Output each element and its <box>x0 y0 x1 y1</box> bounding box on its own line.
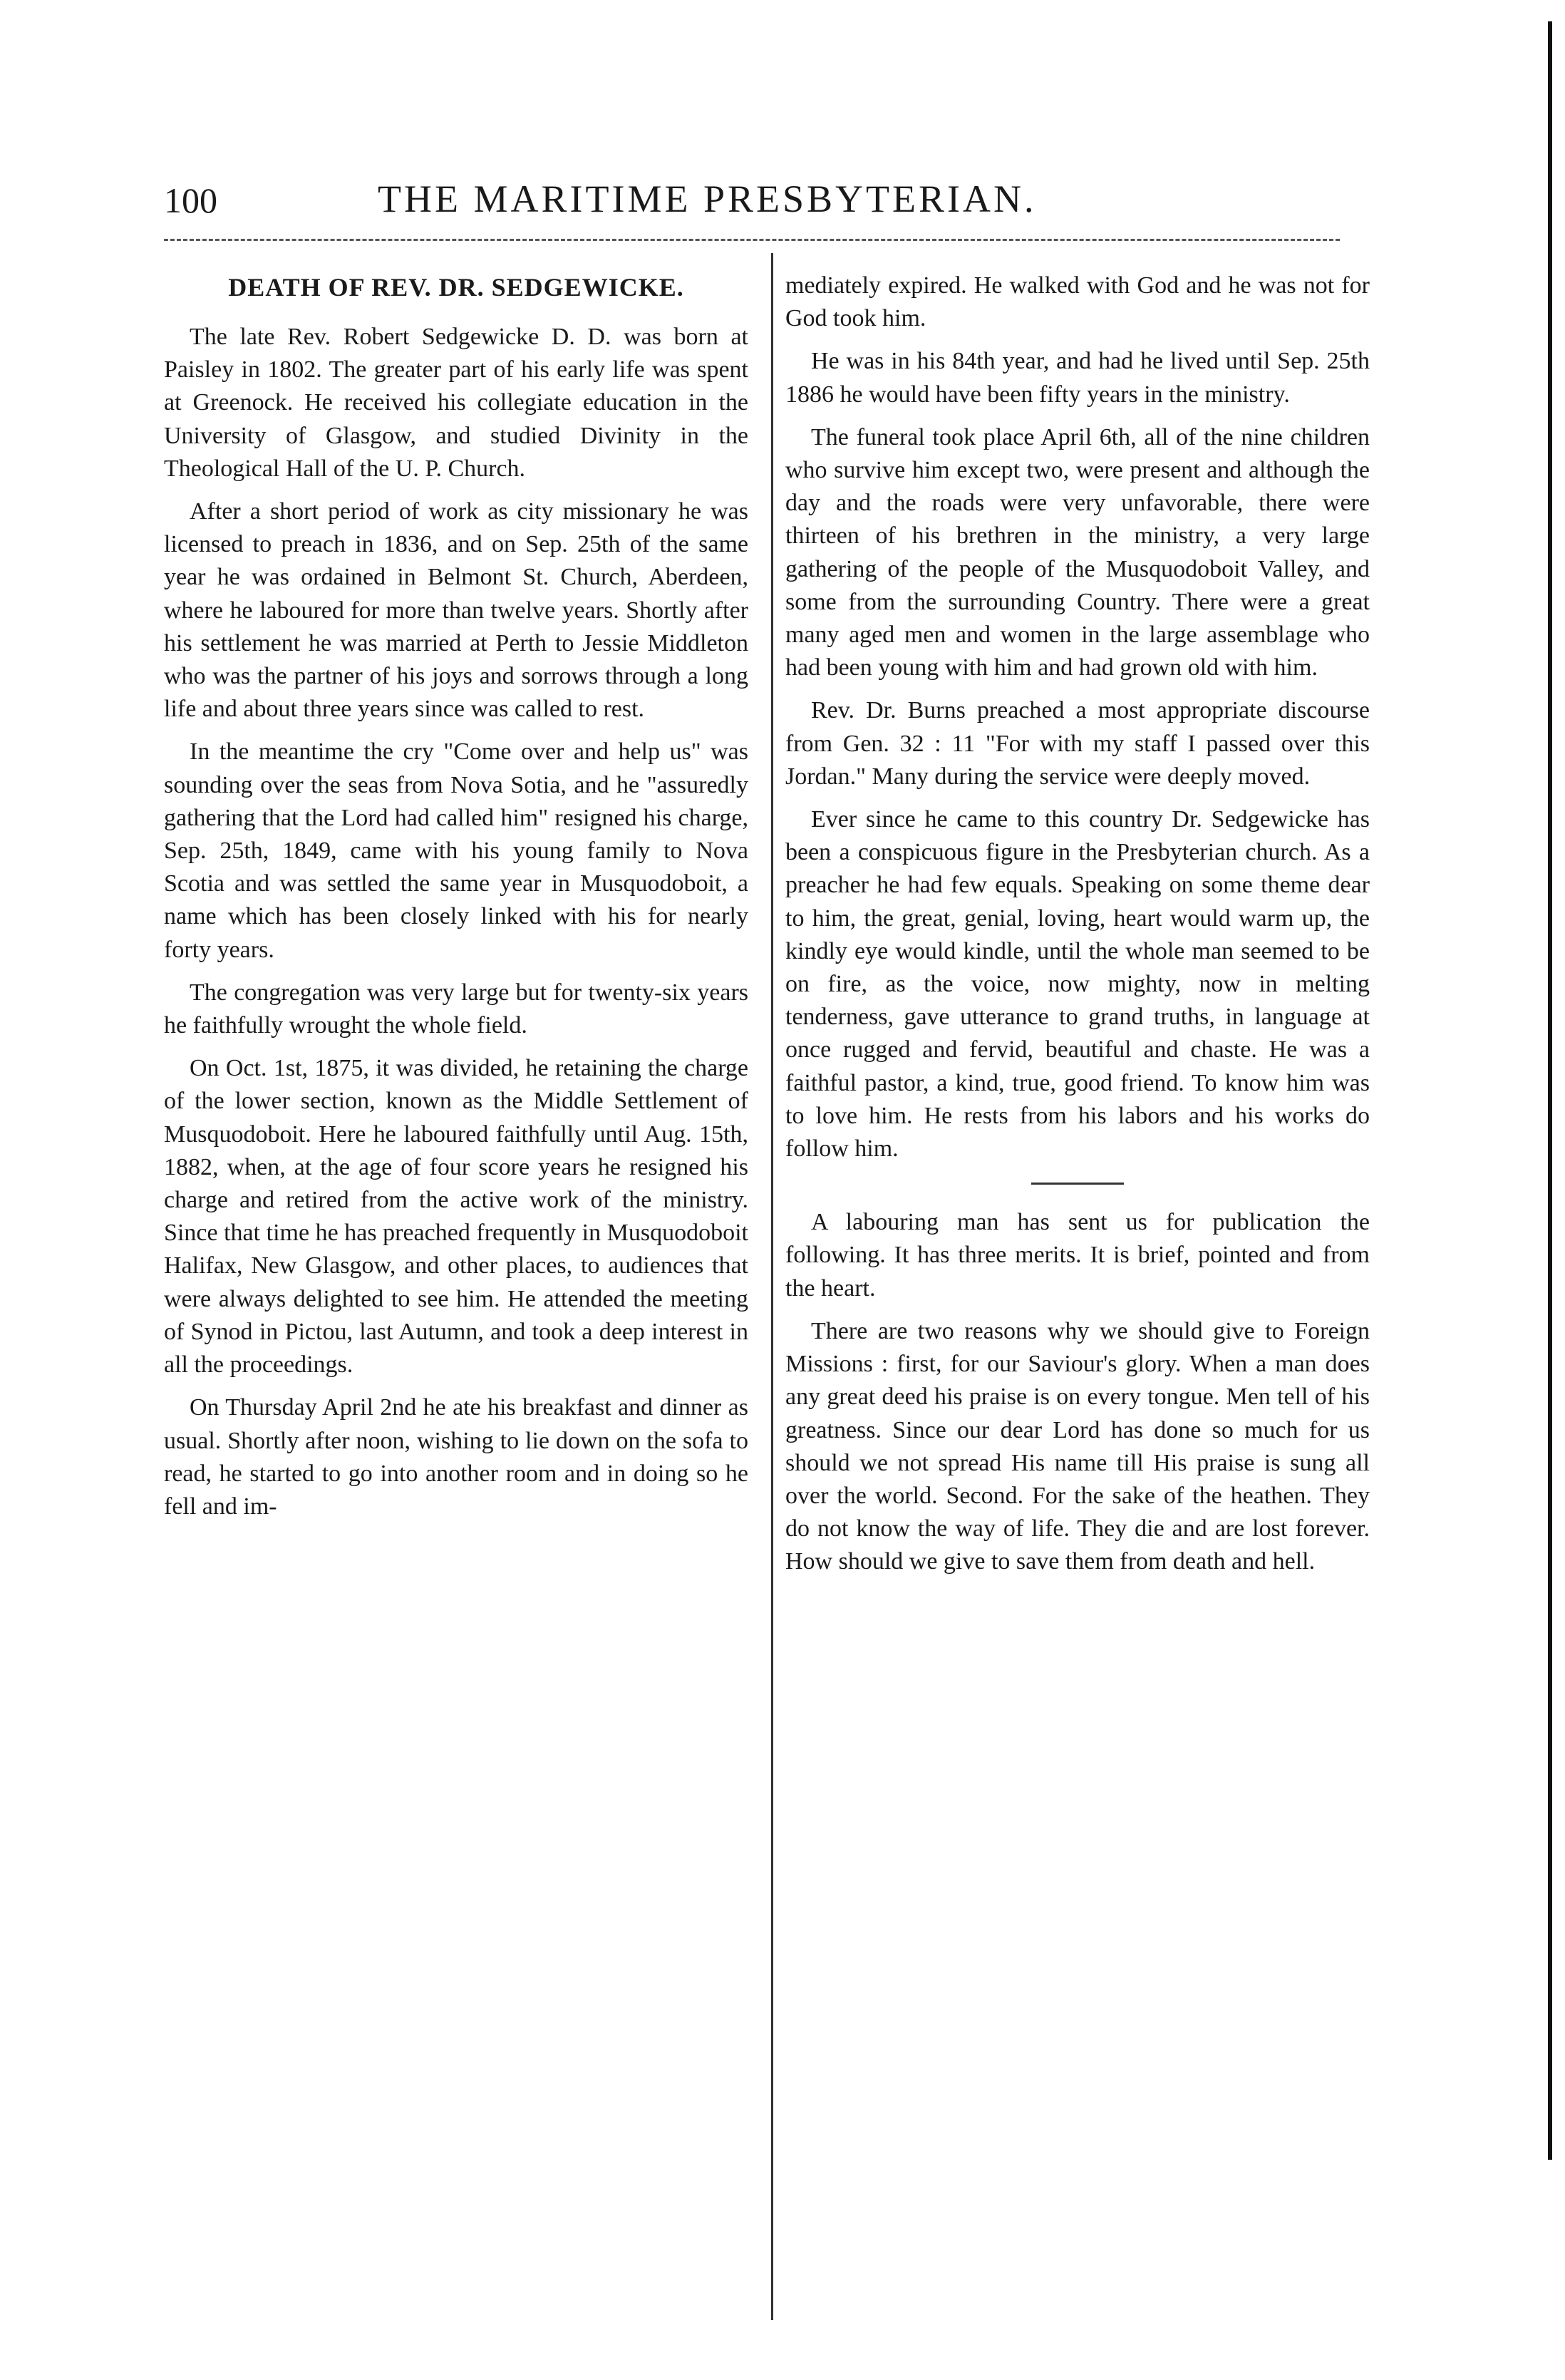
article-paragraph: The congregation was very large but for twenty-six years he faithfully wrought the whole field. <box>164 979 748 1039</box>
header-rule <box>164 239 1340 241</box>
article-paragraph: The funeral took place April 6th, all of the nine children who survive him except two, were present and although the day and the roads were very unfavorable, there were thirteen of his brethren in the ministry, a very large gathering of the people of the Musquodoboit Valley, and some from the surrounding Country. There were a great many aged men and women in the large assemblage who had been young with him and had grown old with him. <box>785 423 1370 681</box>
article-paragraph: On Oct. 1st, 1875, it was divided, he retaining the charge of the lower section, known as the Middle Settlement of Musquodoboit. Here he laboured faithfully until Aug. 15th, 1882, when, at the age of four score years he resigned his charge and retired from the active work of the ministry. Since that time he has preached frequently in Musquodoboit Halifax, New Glasgow, and other places, to audiences that were always delighted to see him. He attended the meeting of Synod in Pictou, last Autumn, and took a deep interest in all the proceedings. <box>164 1055 748 1379</box>
article-paragraph: The late Rev. Robert Sedgewicke D. D. was born at Paisley in 1802. The greater part of his early life was spent at Greenock. He received his collegiate education in the University of Glasgow, and studied Divinity in the Theological Hall of the U. P. Church. <box>164 324 748 482</box>
article-paragraph: After a short period of work as city missionary he was licensed to preach in 1836, and on Sep. 25th of the same year he was ordained in Belmont St. Church, Aberdeen, where he laboured for more than twelve years. Shortly after his settlement he was married at Perth to Jessie Middleton who was the partner of his joys and sorrows through a long life and about three years since was called to rest. <box>164 498 748 723</box>
section-divider <box>1031 1183 1124 1185</box>
journal-title: THE MARITIME PRESBYTERIAN. <box>378 177 1037 220</box>
article-headline: DEATH OF REV. DR. SEDGEWICKE. <box>228 273 684 302</box>
right-column <box>785 269 1370 1589</box>
article-paragraph: On Thursday April 2nd he ate his breakfast and dinner as usual. Shortly after noon, wishing to lie down on the sofa to read, he started to go into another room and in doing so he fell and im- <box>164 1394 748 1520</box>
column-divider <box>771 253 773 2320</box>
notice-paragraph: There are two reasons why we should give to Foreign Missions : first, for our Saviour's glory. When a man does any great deed his praise is on every tongue. Men tell of his greatness. Since our dear Lord has done so much for us should we not spread His name till His praise is sung all over the world. Second. For the sake of the heathen. They do not know the way of life. They die and are lost forever. How should we give to save them from death and hell. <box>785 1317 1370 1575</box>
notice-paragraph: A labouring man has sent us for publication the following. It has three merits. It is brief, pointed and from the heart. <box>785 1209 1370 1302</box>
running-head <box>164 171 1347 221</box>
article-paragraph: Rev. Dr. Burns preached a most appropriate discourse from Gen. 32 : 11 "For with my staff I passed over this Jordan." Many during the service were deeply moved. <box>785 697 1370 790</box>
scan-edge-mark <box>1548 21 1552 2160</box>
article-paragraph: Ever since he came to this country Dr. Sedgewicke has been a conspicuous figure in the Presbyterian church. As a preacher he had few equals. Speaking on some theme dear to him, the great, genial, loving, heart would warm up, the kindly eye would kindle, until the whole man seemed to be on fire, as the voice, now mighty, now in melting tenderness, gave utterance to grand truths, in language at once rugged and fervid, beautiful and chaste. He was a faithful pastor, a kind, true, good friend. To know him was to love him. He rests from his labors and his works do follow him. <box>785 806 1370 1163</box>
page-number: 100 <box>164 180 217 220</box>
left-column <box>164 269 748 1533</box>
article-continuation: mediately expired. He walked with God and he was not for God took him. <box>785 272 1370 332</box>
article-paragraph: He was in his 84th year, and had he lived until Sep. 25th 1886 he would have been fifty years in the ministry. <box>785 348 1370 408</box>
article-paragraph: In the meantime the cry "Come over and help us" was sounding over the seas from Nova Sotia, and he "assuredly gathering that the Lord had called him" resigned his charge, Sep. 25th, 1849, came with his young family to Nova Scotia and was settled the same year in Musquodoboit, a name which has been closely linked with his for nearly forty years. <box>164 738 748 963</box>
